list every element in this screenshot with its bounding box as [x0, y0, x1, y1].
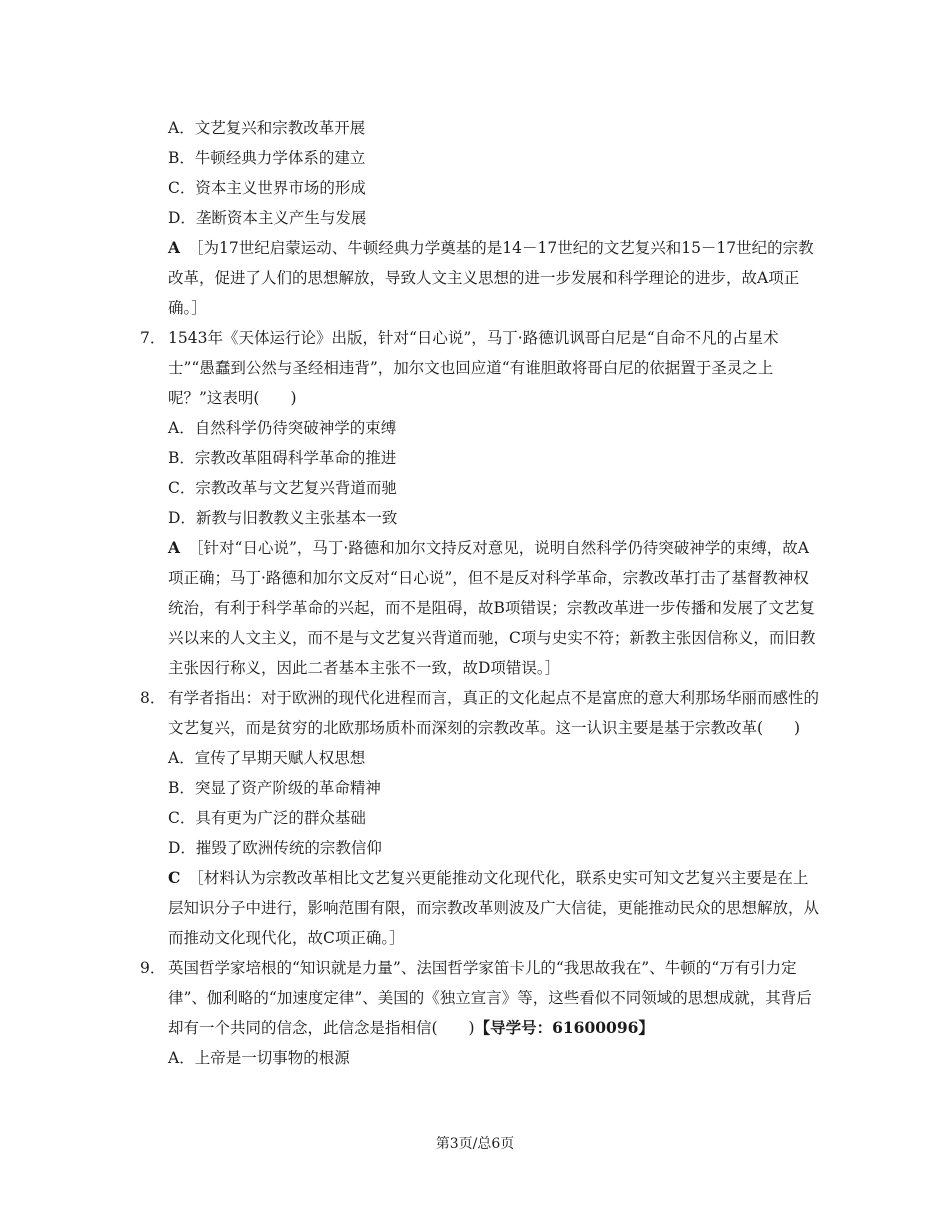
q7-answer [140, 533, 820, 683]
q8-answer-mark: C [168, 868, 181, 887]
q8-option-c: C．具有更为广泛的群众基础 [168, 809, 366, 827]
q6-option-d: D．垄断资本主义产生与发展 [168, 209, 367, 227]
q8-stem-block [140, 683, 820, 743]
q7-option-a: A．自然科学仍待突破神学的束缚 [168, 419, 397, 437]
q8-option-a: A．宣传了早期天赋人权思想 [168, 749, 366, 767]
q8-answer [140, 863, 820, 953]
q6-answer-explanation: ［为17世纪启蒙运动、牛顿经典力学奠基的是14－17世纪的文艺复兴和15－17世纪的宗教改革，促进了人们的思想解放，导致人文主义思想的进一步发展和科学理论的进步，故A项正确。］ [168, 239, 814, 317]
page-footer: 第3页/总6页 [435, 1136, 515, 1152]
q8-answer-explanation: ［材料认为宗教改革相比文艺复兴更能推动文化现代化，联系史实可知文艺复兴主要是在上层知识分子中进行，影响范围有限，而宗教改革则波及广大信徒，更能推动民众的思想解放，从而推动文化现代化，故C项正确。］ [168, 869, 820, 947]
q8-number: 8． [140, 689, 166, 707]
q6-option-c: C．资本主义世界市场的形成 [168, 179, 366, 197]
q6-answer [140, 233, 820, 323]
page-content [140, 113, 820, 1073]
q9-stem-block [140, 953, 820, 1043]
q7-option-b: B．宗教改革阻碍科学革命的推进 [168, 449, 397, 467]
q9-option-a: A．上帝是一切事物的根源 [168, 1049, 350, 1067]
q6-option-b: B．牛顿经典力学体系的建立 [168, 149, 366, 167]
q9-guide-number: 【导学号：61600096】 [474, 1018, 654, 1037]
q6-option-a: A．文艺复兴和宗教改革开展 [168, 119, 366, 137]
q7-number: 7． [140, 329, 166, 347]
q7-option-c: C．宗教改革与文艺复兴背道而驰 [168, 479, 397, 497]
q9-number: 9． [140, 959, 166, 977]
q7-answer-explanation: ［针对“日心说”，马丁·路德和加尔文持反对意见，说明自然科学仍待突破神学的束缚，故A项正确；马丁·路德和加尔文反对“日心说”，但不是反对科学革命，宗教改革打击了基督教神权统治，有利于科学革命的兴起，而不是阻碍，故B项错误；宗教改革进一步传播和发展了文艺复兴以来的人文主义，而不是与文艺复兴背道而驰，C项与史实不符；新教主张因信称义，而旧教主张因行称义，因此二者基本主张不一致，故D项错误。］ [168, 539, 816, 677]
q8-option-b: B．突显了资产阶级的革命精神 [168, 779, 381, 797]
q6-answer-mark: A [168, 238, 181, 257]
q7-stem-block [140, 323, 820, 413]
q7-answer-mark: A [168, 538, 181, 557]
q9-stem: 英国哲学家培根的“知识就是力量”、法国哲学家笛卡儿的“我思故我在”、牛顿的“万有引力定律”、伽利略的“加速度定律”、美国的《独立宣言》等，这些看似不同领域的思想成就，其背后却有一个共同的信念，此信念是指相信( ) [168, 959, 812, 1037]
q8-stem: 有学者指出：对于欧洲的现代化进程而言，真正的文化起点不是富庶的意大利那场华丽而感性的文艺复兴，而是贫穷的北欧那场质朴而深刻的宗教改革。这一认识主要是基于宗教改革( ) [168, 689, 820, 737]
q8-option-d: D．摧毁了欧洲传统的宗教信仰 [168, 839, 382, 857]
q7-option-d: D．新教与旧教教义主张基本一致 [168, 509, 398, 527]
q7-stem: 1543年《天体运行论》出版，针对“日心说”，马丁·路德讥讽哥白尼是“自命不凡的占星术士”“愚蠢到公然与圣经相违背”，加尔文也回应道“有谁胆敢将哥白尼的依据置于圣灵之上呢？”这表明( ) [168, 329, 779, 407]
